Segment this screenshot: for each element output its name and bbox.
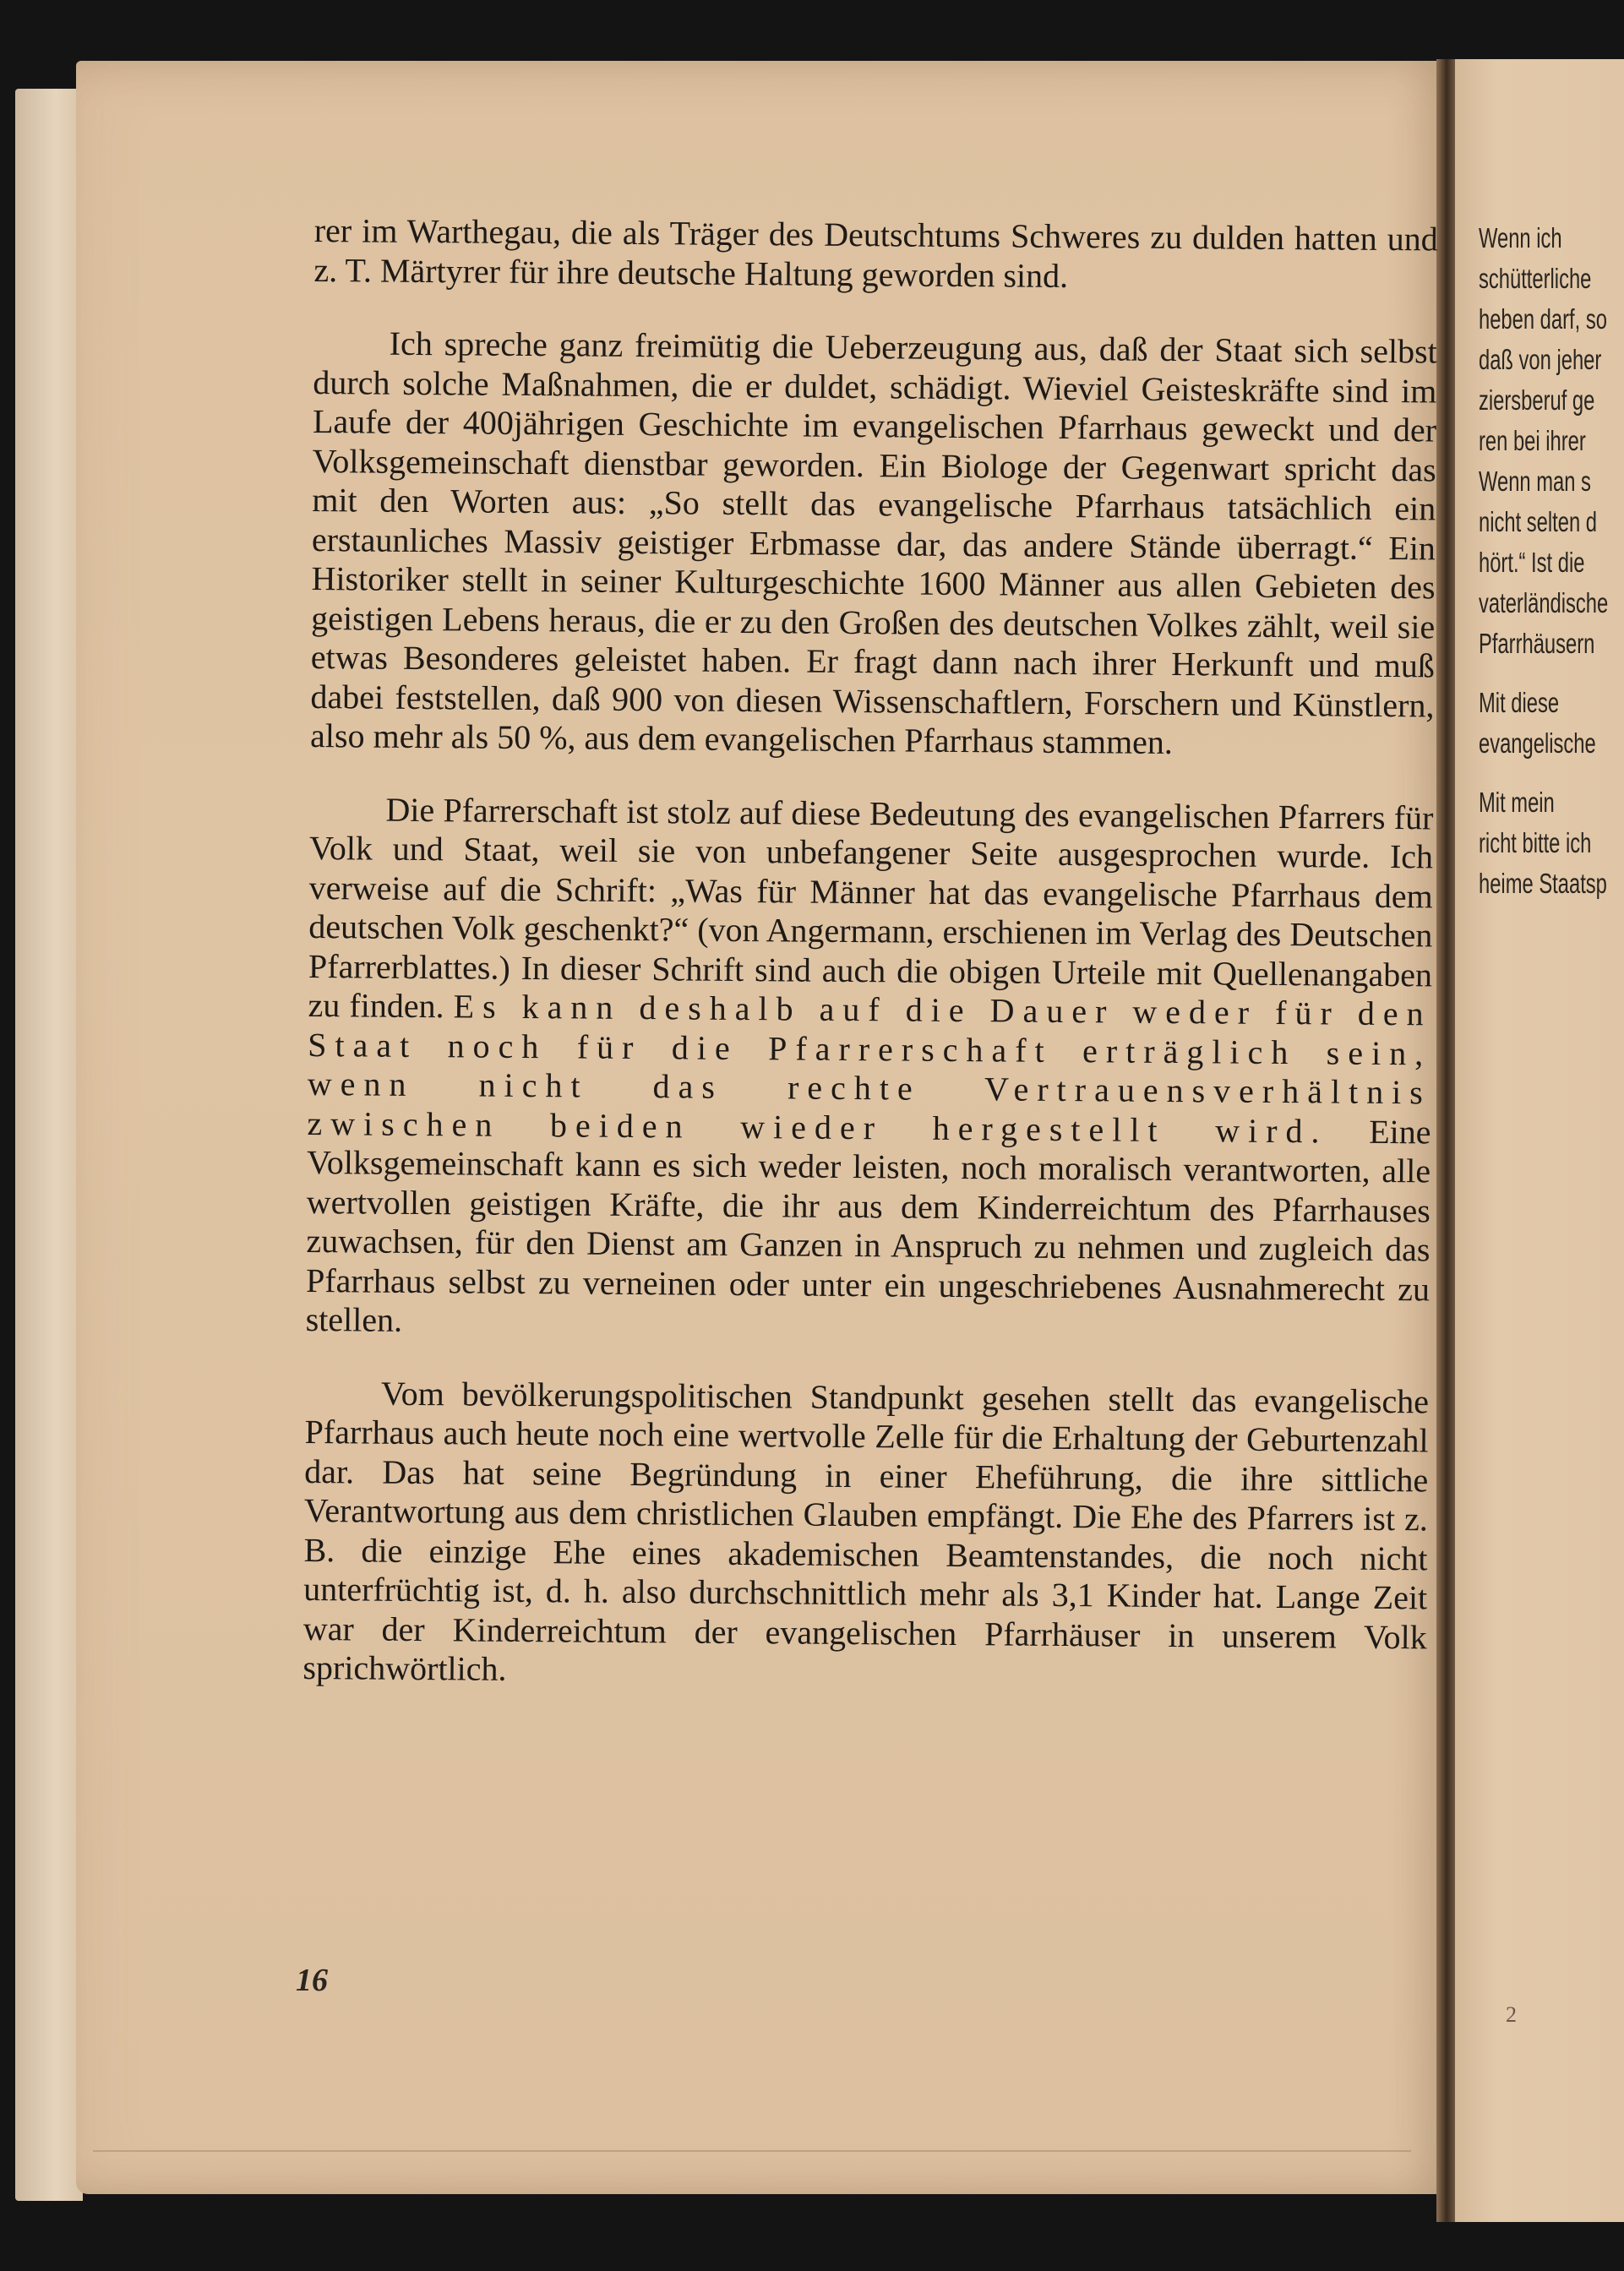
paragraph-text: Ich spreche ganz freimütig die Ueberzeugung aus, daß der Staat sich selbst durch solche Maßnahmen, die er duldet, schädigt. Wieviel Geisteskräfte sind im Laufe der 400jährigen Geschichte im evangelischen Pfarrhaus geweckt und der Volksgemeinschaft dienstbar geworden. Ein Biologe der Gegenwart spricht das mit den Worten aus: „So stellt das evangelische Pfarrhaus tatsächlich ein erstaunliches Massiv geistiger Erbmasse dar, das andere Stände überragt.“ Ein Historiker stellt in seiner Kulturgeschichte 1600 Männer aus allen Gebieten des geistigen Lebens heraus, die er zu den Großen des deutschen Volkes zählt, weil sie etwas Besonderes geleistet haben. Er fragt dann nach ihrer Herkunft und muß dabei feststellen, daß 900 von diesen Wissenschaftlern, Forschern und Künstlern, also mehr als 50 %, aus dem evangelischen Pfarrhaus stammen. — [309, 324, 1437, 761]
next-page-line — [1479, 764, 1624, 782]
next-page-line: nicht selten d — [1479, 506, 1598, 537]
next-page-line: Mit diese — [1479, 687, 1560, 718]
next-page-line: ren bei ihrer — [1479, 425, 1586, 456]
next-page-line: heime Staatsp — [1479, 868, 1607, 899]
next-page-text — [1479, 218, 1624, 904]
next-page-line: vaterländische — [1479, 587, 1609, 618]
paragraph-text: Eine Volksgemeinschaft kann es sich weder leisten, noch moralisch verantworten, alle wertvollen geistigen Kräfte, die ihr aus dem Kinderreichtum des Pfarrhauses zuwachsen, für den Dienst am Ganzen in Anspruch zu nehmen und zugleich das Pfarrhaus selbst zu verneinen oder unter ein ungeschriebenes Ausnahmerecht zu stellen. — [305, 1111, 1431, 1339]
next-page-number: 2 — [1506, 2002, 1517, 2027]
next-page-line: heben darf, so — [1479, 303, 1607, 335]
next-page-line: Mit mein — [1479, 787, 1555, 818]
page-body-text — [302, 211, 1438, 1696]
paragraph-text: Vom bevölkerungspolitischen Standpunkt gesehen stellt das evangelische Pfarrhaus auch heute noch eine wertvolle Zelle für die Erhaltung der Geburtenzahl dar. Das hat seine Begründung in einer Eheführung, die ihre sittliche Verantwortung aus dem christlichen Glauben empfängt. Die Ehe des Pfarrers ist z. B. die einzige Ehe eines akademischen Beamtenstandes, die noch nicht unterfrüchtig ist, d. h. also durchschnittlich mehr als 3,1 Kinder hat. Lange Zeit war der Kinderreichtum der evangelischen Pfarrhäuser in unserem Volk sprichwörtlich. — [302, 1374, 1430, 1688]
right-page — [1455, 59, 1624, 2222]
page-number: 16 — [296, 1963, 328, 1998]
next-page-line: Wenn man s — [1479, 466, 1591, 497]
paragraph-text: rer im Warthegau, die als Träger des Deutschtums Schweres zu dulden hatten und z. T. Märtyrer für ihre deutsche Haltung geworden sind. — [313, 211, 1438, 295]
next-page-line: evangelische — [1479, 727, 1596, 759]
paragraph-text: Die Pfarrerschaft ist stolz auf diese Bedeutung des evangelischen Pfarrers für Volk und Staat, weil sie von unbefangener Seite ausgesprochen wurde. Ich verweise auf die Schrift: „Was für Männer hat das evangelische Pfarrhaus dem deutschen Volk geschenkt?“ (von Angermann, erschienen im Verlag des Deutschen Pfarrerblattes.) In dieser Schrift sind auch die obigen Urteile mit Quellenangaben zu finden. — [308, 790, 1434, 1026]
next-page-line: Wenn ich — [1479, 222, 1562, 253]
next-page-line: schütterliche — [1479, 263, 1592, 294]
body-paragraph — [306, 789, 1434, 1348]
next-page-line: Pfarrhäusern — [1479, 628, 1595, 659]
book-edge — [15, 89, 83, 2201]
next-page-line: richt bitte ich — [1479, 827, 1592, 858]
next-page-line: ziersberuf ge — [1479, 384, 1595, 416]
next-page-line — [1479, 664, 1624, 683]
emphasized-text: Es kann deshalb auf die Dauer weder für den Staat noch für die Pfarrerschaft erträglich sein, wenn nicht das rechte Vertrauensverhältnis zwischen beiden wieder hergestellt wird. — [307, 987, 1432, 1150]
body-paragraph — [313, 211, 1438, 298]
book-gutter — [1436, 59, 1457, 2222]
next-page-line: hört.“ Ist die — [1479, 547, 1585, 578]
body-paragraph — [310, 324, 1437, 765]
page-bottom-edge — [93, 2150, 1411, 2152]
next-page-line: daß von jeher — [1479, 344, 1602, 375]
body-paragraph — [302, 1373, 1429, 1696]
